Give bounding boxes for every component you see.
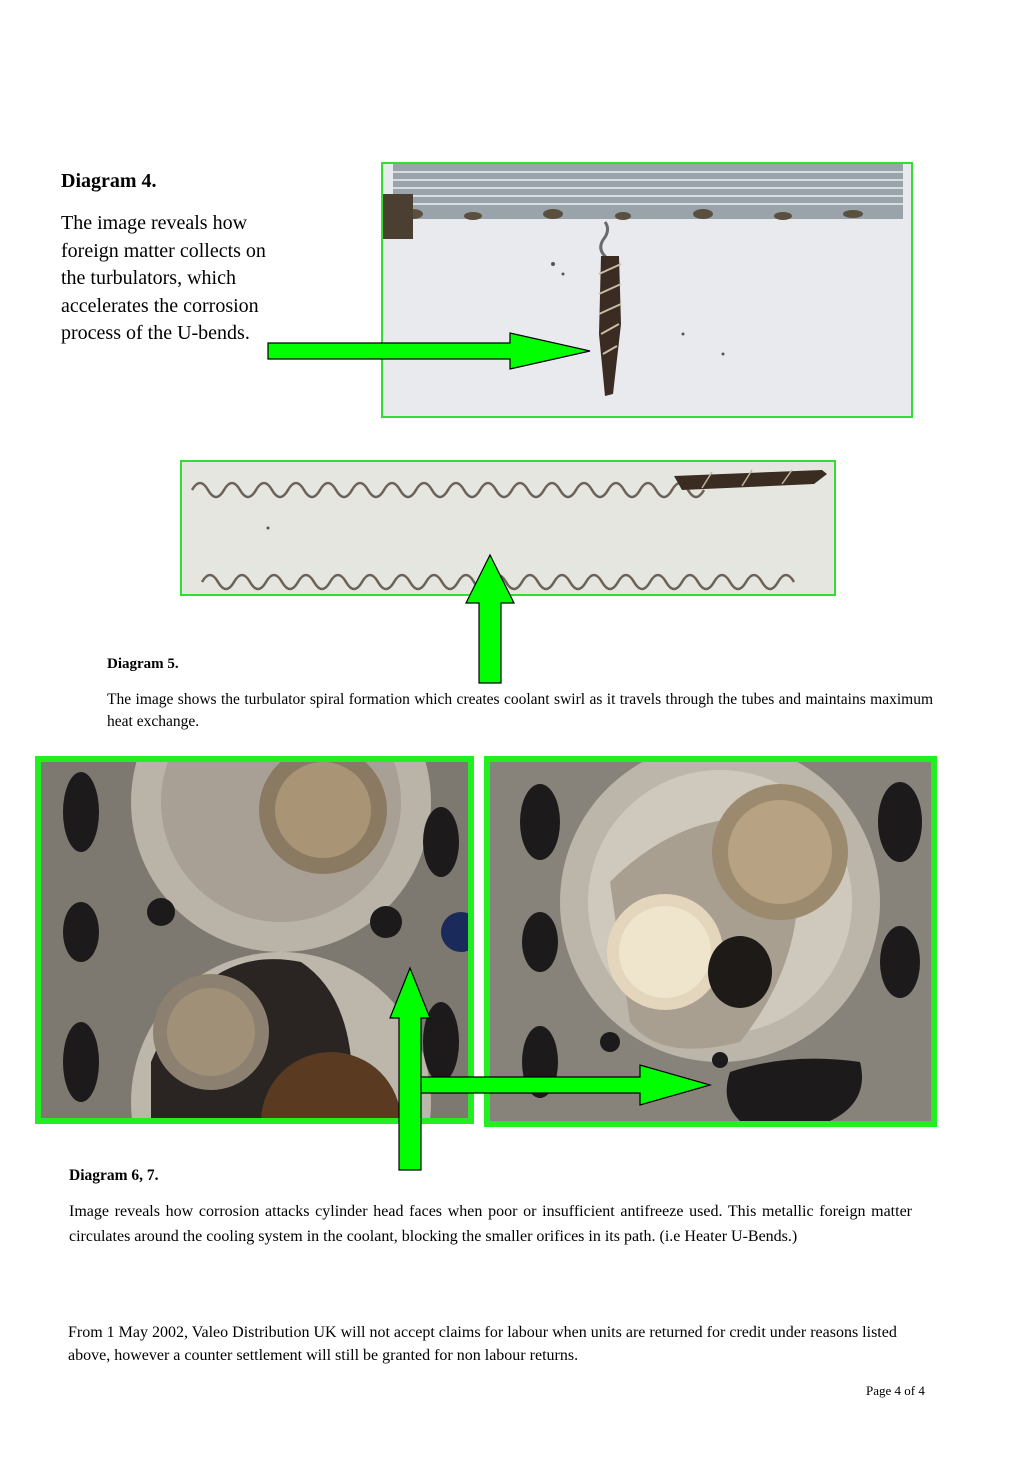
diagram-4-photo (381, 162, 913, 418)
diagram-6-7-title: Diagram 6, 7. (69, 1167, 159, 1184)
diagram-5-title: Diagram 5. (107, 656, 179, 672)
arrow-right-icon (414, 1063, 714, 1107)
arrow-up-icon (464, 553, 516, 685)
arrow-right-icon (266, 331, 596, 371)
arrow-up-icon (388, 966, 432, 1172)
diagram-4-title: Diagram 4. (61, 170, 157, 192)
diagram-4-caption: The image reveals how foreign matter collects on the turbulators, which accelerates the corrosion process of the U-bends. (61, 212, 266, 344)
page-number: Page 4 of 4 (866, 1383, 925, 1398)
labour-claims-notice: From 1 May 2002, Valeo Distribution UK will not accept claims for labour when units are returned for credit under reasons listed above, however a counter settlement will still be granted for non labour returns. (68, 1324, 897, 1364)
diagram-5-caption: The image shows the turbulator spiral formation which creates coolant swirl as it travels through the tubes and maintains maximum heat exchange. (107, 691, 933, 730)
diagram-6-7-caption: Image reveals how corrosion attacks cylinder head faces when poor or insufficient antifreeze used. This metallic foreign matter circulates around the cooling system in the coolant, blocking the smaller orifices in its path. (i.e Heater U-Bends.) (69, 1203, 912, 1245)
